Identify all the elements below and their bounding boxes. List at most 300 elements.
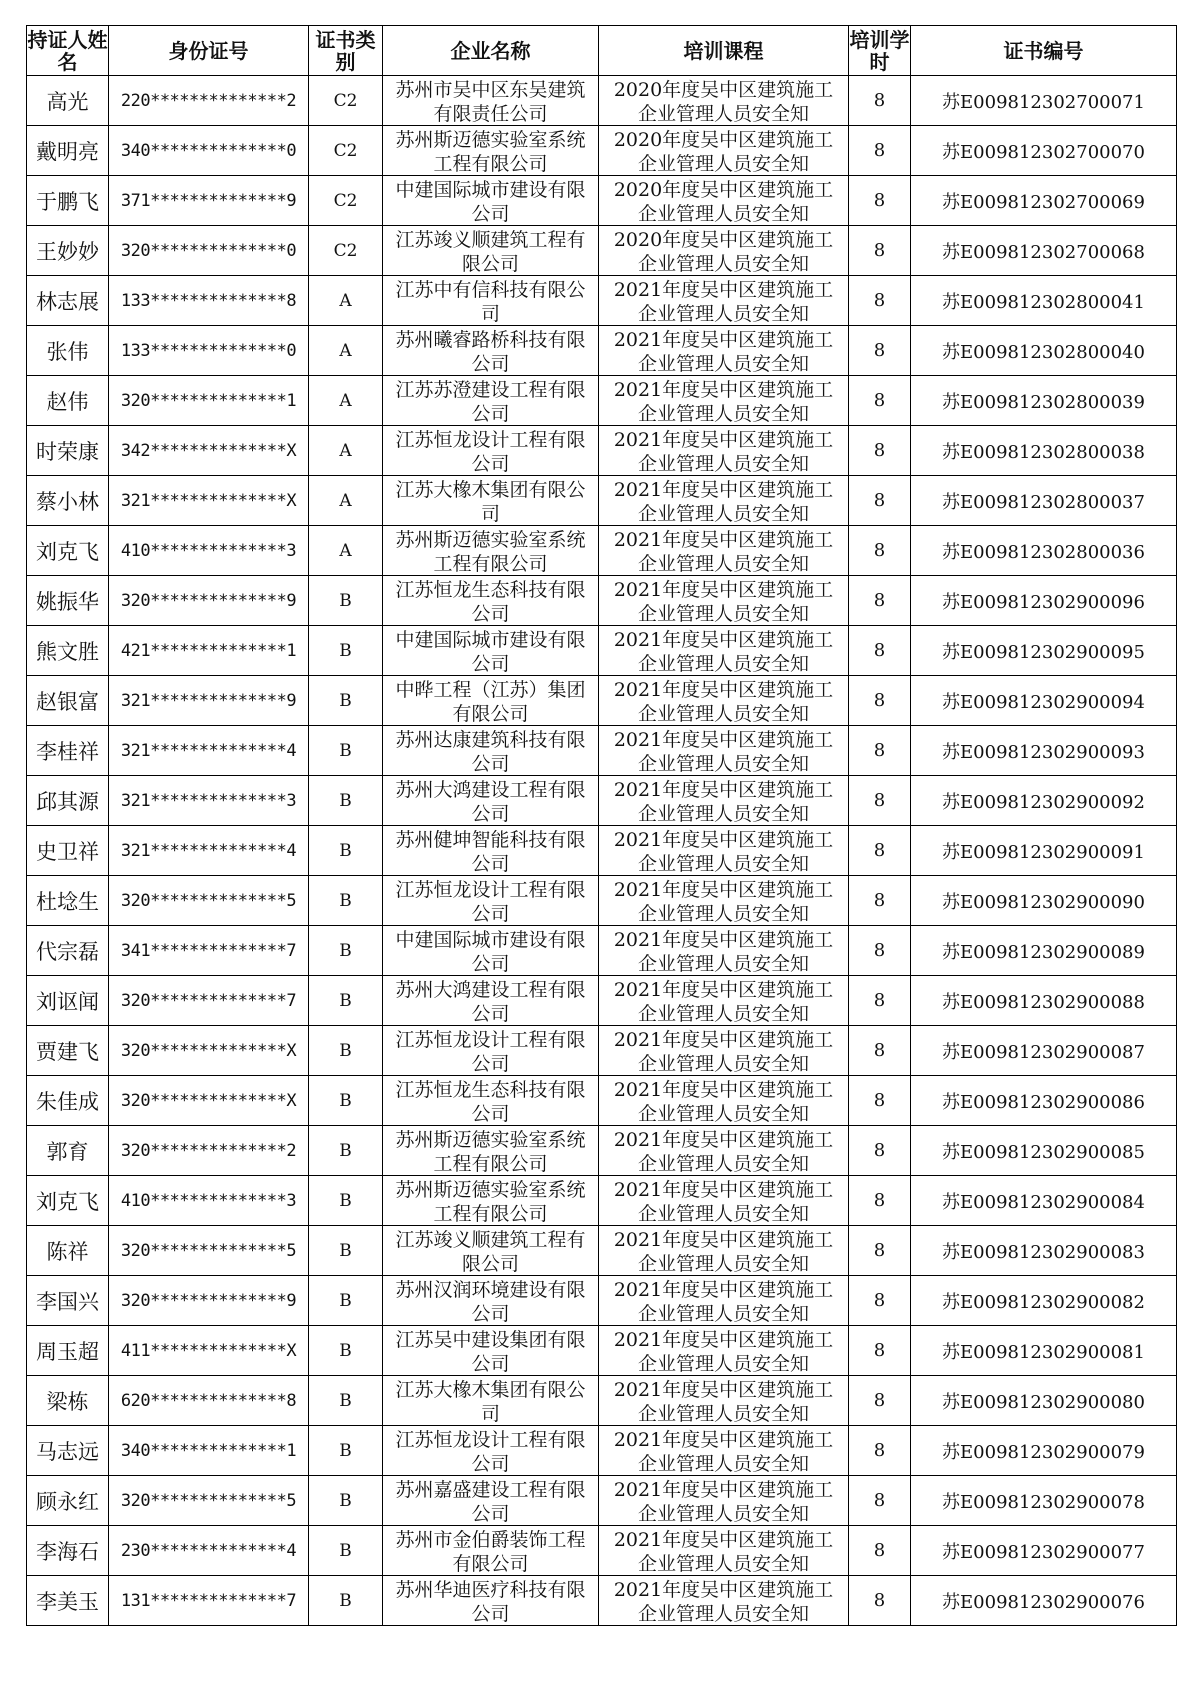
- cert-number-cell: 苏E009812302800036: [911, 526, 1177, 576]
- training-hours-cell: 8: [849, 1376, 911, 1426]
- cert-number-cell: 苏E009812302900091: [911, 826, 1177, 876]
- training-course-cell-text: 2021年度吴中区建筑施工企业管理人员安全知: [613, 778, 834, 824]
- company-name-cell-text: 苏州斯迈德实验室系统工程有限公司: [395, 128, 586, 174]
- certificate-table: [26, 25, 1177, 1626]
- cert-category-cell: B: [309, 676, 383, 726]
- company-name-cell-text: 江苏竣义顺建筑工程有限公司: [395, 1228, 586, 1274]
- company-name-cell-text: 江苏竣义顺建筑工程有限公司: [395, 228, 586, 274]
- training-hours-cell: 8: [849, 676, 911, 726]
- training-course-cell: [599, 776, 849, 826]
- training-course-cell-text: 2021年度吴中区建筑施工企业管理人员安全知: [613, 328, 834, 374]
- cert-category-cell: B: [309, 1226, 383, 1276]
- cert-number-cell: 苏E009812302900092: [911, 776, 1177, 826]
- table-body: [27, 76, 1177, 1626]
- training-course-cell: [599, 376, 849, 426]
- id-number-cell: 342**************X: [109, 426, 309, 476]
- training-course-cell: [599, 1126, 849, 1176]
- cert-category-cell: C2: [309, 126, 383, 176]
- training-course-cell-text: 2021年度吴中区建筑施工企业管理人员安全知: [613, 1078, 834, 1124]
- holder-name-cell: 姚振华: [27, 576, 109, 626]
- company-name-cell-text: 中建国际城市建设有限公司: [395, 178, 586, 224]
- cert-number-cell: 苏E009812302900079: [911, 1426, 1177, 1476]
- table-row: [27, 876, 1177, 926]
- holder-name-cell: 邱其源: [27, 776, 109, 826]
- id-number-cell: 421**************1: [109, 626, 309, 676]
- holder-name-cell: 李美玉: [27, 1576, 109, 1626]
- company-name-cell-text: 江苏大橡木集团有限公司: [395, 478, 586, 524]
- id-number-cell: 410**************3: [109, 1176, 309, 1226]
- holder-name-cell: 李国兴: [27, 1276, 109, 1326]
- company-name-cell-text: 苏州华迪医疗科技有限公司: [395, 1578, 586, 1624]
- company-name-cell: [383, 76, 599, 126]
- table-row: [27, 1176, 1177, 1226]
- cert-number-cell: 苏E009812302800039: [911, 376, 1177, 426]
- training-course-cell: [599, 1526, 849, 1576]
- training-course-cell-text: 2021年度吴中区建筑施工企业管理人员安全知: [613, 678, 834, 724]
- training-hours-cell: 8: [849, 1576, 911, 1626]
- holder-name-cell: 林志展: [27, 276, 109, 326]
- cert-category-cell: B: [309, 576, 383, 626]
- holder-name-cell: 陈祥: [27, 1226, 109, 1276]
- cert-category-cell: B: [309, 826, 383, 876]
- cert-category-cell: A: [309, 276, 383, 326]
- cert-number-cell: 苏E009812302900090: [911, 876, 1177, 926]
- company-name-cell: [383, 1326, 599, 1376]
- company-name-cell-text: 苏州市金伯爵装饰工程有限公司: [395, 1528, 586, 1574]
- table-row: [27, 76, 1177, 126]
- cert-number-cell: 苏E009812302900095: [911, 626, 1177, 676]
- company-name-cell-text: 苏州汉润环境建设有限公司: [395, 1278, 586, 1324]
- company-name-cell-text: 江苏苏澄建设工程有限公司: [395, 378, 586, 424]
- training-course-cell-text: 2021年度吴中区建筑施工企业管理人员安全知: [613, 1428, 834, 1474]
- training-hours-cell: 8: [849, 1326, 911, 1376]
- table-row: [27, 426, 1177, 476]
- training-course-cell: [599, 926, 849, 976]
- company-name-cell: [383, 876, 599, 926]
- cert-category-cell: B: [309, 726, 383, 776]
- table-row: [27, 976, 1177, 1026]
- id-number-cell: 320**************0: [109, 226, 309, 276]
- company-name-cell: [383, 226, 599, 276]
- training-course-cell-text: 2021年度吴中区建筑施工企业管理人员安全知: [613, 378, 834, 424]
- training-hours-cell: 8: [849, 626, 911, 676]
- table-row: [27, 1526, 1177, 1576]
- table-row: [27, 1126, 1177, 1176]
- training-course-cell: [599, 126, 849, 176]
- company-name-cell: [383, 426, 599, 476]
- company-name-cell: [383, 526, 599, 576]
- training-course-cell: [599, 176, 849, 226]
- company-name-cell: [383, 726, 599, 776]
- holder-name-cell: 刘讴闻: [27, 976, 109, 1026]
- company-name-cell-text: 中建国际城市建设有限公司: [395, 928, 586, 974]
- cert-number-cell: 苏E009812302900087: [911, 1026, 1177, 1076]
- holder-name-cell: 李桂祥: [27, 726, 109, 776]
- table-row: [27, 1226, 1177, 1276]
- company-name-cell-text: 江苏恒龙生态科技有限公司: [395, 1078, 586, 1124]
- company-name-cell-text: 苏州斯迈德实验室系统工程有限公司: [395, 1178, 586, 1224]
- training-hours-cell: 8: [849, 1426, 911, 1476]
- id-number-cell: 133**************8: [109, 276, 309, 326]
- company-name-cell: [383, 676, 599, 726]
- cert-category-cell: A: [309, 476, 383, 526]
- id-number-cell: 321**************3: [109, 776, 309, 826]
- cert-number-cell: 苏E009812302900084: [911, 1176, 1177, 1226]
- training-course-cell-text: 2021年度吴中区建筑施工企业管理人员安全知: [613, 1228, 834, 1274]
- training-course-cell-text: 2021年度吴中区建筑施工企业管理人员安全知: [613, 278, 834, 324]
- company-name-cell-text: 江苏恒龙生态科技有限公司: [395, 578, 586, 624]
- training-course-cell: [599, 326, 849, 376]
- holder-name-cell: 史卫祥: [27, 826, 109, 876]
- training-course-cell-text: 2021年度吴中区建筑施工企业管理人员安全知: [613, 1128, 834, 1174]
- cert-category-cell: B: [309, 1576, 383, 1626]
- training-hours-cell: 8: [849, 126, 911, 176]
- training-course-cell: [599, 1426, 849, 1476]
- training-hours-cell: 8: [849, 176, 911, 226]
- holder-name-cell: 顾永红: [27, 1476, 109, 1526]
- id-number-cell: 321**************X: [109, 476, 309, 526]
- cert-number-cell: 苏E009812302900077: [911, 1526, 1177, 1576]
- table-row: [27, 126, 1177, 176]
- training-course-cell: [599, 276, 849, 326]
- training-course-cell-text: 2021年度吴中区建筑施工企业管理人员安全知: [613, 1528, 834, 1574]
- id-number-cell: 620**************8: [109, 1376, 309, 1426]
- header-company-name: 企业名称: [383, 26, 599, 76]
- id-number-cell: 320**************5: [109, 1226, 309, 1276]
- holder-name-cell: 贾建飞: [27, 1026, 109, 1076]
- cert-category-cell: B: [309, 926, 383, 976]
- table-row: [27, 1326, 1177, 1376]
- holder-name-cell: 刘克飞: [27, 1176, 109, 1226]
- company-name-cell-text: 江苏中有信科技有限公司: [395, 278, 586, 324]
- training-course-cell-text: 2020年度吴中区建筑施工企业管理人员安全知: [613, 228, 834, 274]
- id-number-cell: 341**************7: [109, 926, 309, 976]
- id-number-cell: 320**************5: [109, 1476, 309, 1526]
- training-course-cell: [599, 76, 849, 126]
- company-name-cell: [383, 1426, 599, 1476]
- cert-number-cell: 苏E009812302900094: [911, 676, 1177, 726]
- holder-name-cell: 李海石: [27, 1526, 109, 1576]
- training-course-cell: [599, 426, 849, 476]
- table-row: [27, 1426, 1177, 1476]
- training-course-cell: [599, 626, 849, 676]
- company-name-cell-text: 江苏恒龙设计工程有限公司: [395, 1028, 586, 1074]
- company-name-cell: [383, 1026, 599, 1076]
- id-number-cell: 320**************5: [109, 876, 309, 926]
- id-number-cell: 131**************7: [109, 1576, 309, 1626]
- company-name-cell: [383, 1376, 599, 1426]
- cert-category-cell: B: [309, 976, 383, 1026]
- company-name-cell-text: 江苏恒龙设计工程有限公司: [395, 878, 586, 924]
- table-row: [27, 176, 1177, 226]
- table-row: [27, 776, 1177, 826]
- company-name-cell: [383, 1276, 599, 1326]
- training-hours-cell: 8: [849, 76, 911, 126]
- holder-name-cell: 赵银富: [27, 676, 109, 726]
- company-name-cell: [383, 476, 599, 526]
- id-number-cell: 340**************0: [109, 126, 309, 176]
- training-hours-cell: 8: [849, 976, 911, 1026]
- company-name-cell-text: 苏州达康建筑科技有限公司: [395, 728, 586, 774]
- training-course-cell: [599, 576, 849, 626]
- company-name-cell-text: 苏州大鸿建设工程有限公司: [395, 778, 586, 824]
- company-name-cell: [383, 176, 599, 226]
- company-name-cell: [383, 126, 599, 176]
- company-name-cell-text: 苏州大鸿建设工程有限公司: [395, 978, 586, 1024]
- cert-number-cell: 苏E009812302900093: [911, 726, 1177, 776]
- company-name-cell: [383, 1076, 599, 1126]
- id-number-cell: 220**************2: [109, 76, 309, 126]
- training-course-cell-text: 2021年度吴中区建筑施工企业管理人员安全知: [613, 578, 834, 624]
- training-course-cell: [599, 526, 849, 576]
- id-number-cell: 320**************1: [109, 376, 309, 426]
- training-course-cell-text: 2020年度吴中区建筑施工企业管理人员安全知: [613, 78, 834, 124]
- training-course-cell-text: 2021年度吴中区建筑施工企业管理人员安全知: [613, 478, 834, 524]
- training-course-cell-text: 2021年度吴中区建筑施工企业管理人员安全知: [613, 1028, 834, 1074]
- cert-category-cell: B: [309, 1076, 383, 1126]
- header-row: [27, 26, 1177, 76]
- cert-category-cell: B: [309, 1426, 383, 1476]
- training-hours-cell: 8: [849, 576, 911, 626]
- table-row: [27, 626, 1177, 676]
- holder-name-cell: 刘克飞: [27, 526, 109, 576]
- training-course-cell: [599, 1576, 849, 1626]
- cert-category-cell: B: [309, 1026, 383, 1076]
- header-training-course: 培训课程: [599, 26, 849, 76]
- id-number-cell: 371**************9: [109, 176, 309, 226]
- cert-number-cell: 苏E009812302800037: [911, 476, 1177, 526]
- id-number-cell: 133**************0: [109, 326, 309, 376]
- training-hours-cell: 8: [849, 326, 911, 376]
- cert-category-cell: B: [309, 1376, 383, 1426]
- cert-category-cell: C2: [309, 176, 383, 226]
- cert-category-cell: B: [309, 626, 383, 676]
- training-hours-cell: 8: [849, 1226, 911, 1276]
- training-course-cell-text: 2021年度吴中区建筑施工企业管理人员安全知: [613, 1178, 834, 1224]
- company-name-cell: [383, 376, 599, 426]
- table-row: [27, 1476, 1177, 1526]
- training-course-cell: [599, 726, 849, 776]
- company-name-cell: [383, 926, 599, 976]
- table-row: [27, 1076, 1177, 1126]
- company-name-cell-text: 中晔工程（江苏）集团有限公司: [395, 678, 586, 724]
- training-course-cell-text: 2021年度吴中区建筑施工企业管理人员安全知: [613, 1378, 834, 1424]
- training-hours-cell: 8: [849, 826, 911, 876]
- holder-name-cell: 代宗磊: [27, 926, 109, 976]
- company-name-cell-text: 苏州市吴中区东吴建筑有限责任公司: [395, 78, 586, 124]
- company-name-cell: [383, 1526, 599, 1576]
- holder-name-cell: 王妙妙: [27, 226, 109, 276]
- cert-category-cell: A: [309, 526, 383, 576]
- training-course-cell-text: 2021年度吴中区建筑施工企业管理人员安全知: [613, 878, 834, 924]
- training-hours-cell: 8: [849, 1126, 911, 1176]
- company-name-cell: [383, 326, 599, 376]
- training-course-cell: [599, 1276, 849, 1326]
- cert-category-cell: C2: [309, 76, 383, 126]
- table-row: [27, 276, 1177, 326]
- company-name-cell: [383, 976, 599, 1026]
- training-course-cell: [599, 1226, 849, 1276]
- table-row: [27, 476, 1177, 526]
- id-number-cell: 230**************4: [109, 1526, 309, 1576]
- training-course-cell-text: 2021年度吴中区建筑施工企业管理人员安全知: [613, 628, 834, 674]
- table-row: [27, 826, 1177, 876]
- holder-name-cell: 张伟: [27, 326, 109, 376]
- cert-category-cell: B: [309, 1476, 383, 1526]
- cert-number-cell: 苏E009812302700069: [911, 176, 1177, 226]
- training-course-cell: [599, 1076, 849, 1126]
- holder-name-cell: 梁栋: [27, 1376, 109, 1426]
- training-course-cell: [599, 976, 849, 1026]
- company-name-cell-text: 江苏恒龙设计工程有限公司: [395, 1428, 586, 1474]
- id-number-cell: 321**************9: [109, 676, 309, 726]
- training-course-cell: [599, 1476, 849, 1526]
- training-hours-cell: 8: [849, 376, 911, 426]
- training-course-cell-text: 2020年度吴中区建筑施工企业管理人员安全知: [613, 178, 834, 224]
- holder-name-cell: 蔡小林: [27, 476, 109, 526]
- holder-name-cell: 朱佳成: [27, 1076, 109, 1126]
- cert-number-cell: 苏E009812302900082: [911, 1276, 1177, 1326]
- training-course-cell-text: 2021年度吴中区建筑施工企业管理人员安全知: [613, 828, 834, 874]
- company-name-cell: [383, 1226, 599, 1276]
- company-name-cell: [383, 1476, 599, 1526]
- company-name-cell: [383, 576, 599, 626]
- cert-number-cell: 苏E009812302900078: [911, 1476, 1177, 1526]
- training-course-cell-text: 2021年度吴中区建筑施工企业管理人员安全知: [613, 428, 834, 474]
- training-course-cell-text: 2020年度吴中区建筑施工企业管理人员安全知: [613, 128, 834, 174]
- cert-category-cell: A: [309, 426, 383, 476]
- cert-number-cell: 苏E009812302700071: [911, 76, 1177, 126]
- training-course-cell: [599, 826, 849, 876]
- holder-name-cell: 杜埝生: [27, 876, 109, 926]
- training-course-cell: [599, 676, 849, 726]
- training-hours-cell: 8: [849, 1476, 911, 1526]
- company-name-cell: [383, 626, 599, 676]
- certificate-list-sheet: [26, 25, 1177, 1626]
- id-number-cell: 320**************2: [109, 1126, 309, 1176]
- cert-number-cell: 苏E009812302800040: [911, 326, 1177, 376]
- table-row: [27, 326, 1177, 376]
- id-number-cell: 321**************4: [109, 826, 309, 876]
- id-number-cell: 321**************4: [109, 726, 309, 776]
- training-course-cell: [599, 1176, 849, 1226]
- cert-category-cell: B: [309, 1126, 383, 1176]
- holder-name-cell: 郭育: [27, 1126, 109, 1176]
- cert-number-cell: 苏E009812302900081: [911, 1326, 1177, 1376]
- id-number-cell: 411**************X: [109, 1326, 309, 1376]
- cert-number-cell: 苏E009812302800041: [911, 276, 1177, 326]
- table-row: [27, 376, 1177, 426]
- holder-name-cell: 戴明亮: [27, 126, 109, 176]
- training-hours-cell: 8: [849, 526, 911, 576]
- training-hours-cell: 8: [849, 226, 911, 276]
- company-name-cell: [383, 826, 599, 876]
- id-number-cell: 320**************X: [109, 1076, 309, 1126]
- holder-name-cell: 于鹏飞: [27, 176, 109, 226]
- holder-name-cell: 马志远: [27, 1426, 109, 1476]
- cert-category-cell: B: [309, 1176, 383, 1226]
- cert-number-cell: 苏E009812302900086: [911, 1076, 1177, 1126]
- training-course-cell: [599, 226, 849, 276]
- table-row: [27, 1026, 1177, 1076]
- cert-category-cell: B: [309, 876, 383, 926]
- cert-category-cell: C2: [309, 226, 383, 276]
- training-hours-cell: 8: [849, 1526, 911, 1576]
- training-hours-cell: 8: [849, 776, 911, 826]
- company-name-cell-text: 苏州嘉盛建设工程有限公司: [395, 1478, 586, 1524]
- id-number-cell: 410**************3: [109, 526, 309, 576]
- cert-number-cell: 苏E009812302900096: [911, 576, 1177, 626]
- table-row: [27, 1276, 1177, 1326]
- table-row: [27, 576, 1177, 626]
- table-row: [27, 1576, 1177, 1626]
- table-row: [27, 226, 1177, 276]
- cert-category-cell: A: [309, 376, 383, 426]
- company-name-cell-text: 江苏大橡木集团有限公司: [395, 1378, 586, 1424]
- training-hours-cell: 8: [849, 926, 911, 976]
- cert-category-cell: A: [309, 326, 383, 376]
- training-course-cell: [599, 476, 849, 526]
- id-number-cell: 320**************9: [109, 576, 309, 626]
- company-name-cell: [383, 276, 599, 326]
- cert-number-cell: 苏E009812302900085: [911, 1126, 1177, 1176]
- company-name-cell-text: 苏州斯迈德实验室系统工程有限公司: [395, 1128, 586, 1174]
- training-course-cell-text: 2021年度吴中区建筑施工企业管理人员安全知: [613, 1278, 834, 1324]
- training-course-cell: [599, 1326, 849, 1376]
- id-number-cell: 340**************1: [109, 1426, 309, 1476]
- holder-name-cell: 熊文胜: [27, 626, 109, 676]
- holder-name-cell: 周玉超: [27, 1326, 109, 1376]
- cert-number-cell: 苏E009812302900076: [911, 1576, 1177, 1626]
- training-hours-cell: 8: [849, 876, 911, 926]
- training-course-cell-text: 2021年度吴中区建筑施工企业管理人员安全知: [613, 528, 834, 574]
- company-name-cell: [383, 1126, 599, 1176]
- training-hours-cell: 8: [849, 476, 911, 526]
- training-course-cell-text: 2021年度吴中区建筑施工企业管理人员安全知: [613, 928, 834, 974]
- cert-number-cell: 苏E009812302900088: [911, 976, 1177, 1026]
- training-course-cell-text: 2021年度吴中区建筑施工企业管理人员安全知: [613, 1478, 834, 1524]
- company-name-cell: [383, 1576, 599, 1626]
- training-course-cell-text: 2021年度吴中区建筑施工企业管理人员安全知: [613, 978, 834, 1024]
- holder-name-cell: 时荣康: [27, 426, 109, 476]
- training-hours-cell: 8: [849, 1276, 911, 1326]
- training-course-cell: [599, 1376, 849, 1426]
- cert-number-cell: 苏E009812302800038: [911, 426, 1177, 476]
- header-id-number: 身份证号: [109, 26, 309, 76]
- table-row: [27, 926, 1177, 976]
- training-hours-cell: 8: [849, 426, 911, 476]
- cert-category-cell: B: [309, 1526, 383, 1576]
- company-name-cell: [383, 1176, 599, 1226]
- cert-category-cell: B: [309, 776, 383, 826]
- training-hours-cell: 8: [849, 726, 911, 776]
- training-course-cell-text: 2021年度吴中区建筑施工企业管理人员安全知: [613, 1578, 834, 1624]
- cert-number-cell: 苏E009812302700070: [911, 126, 1177, 176]
- cert-category-cell: B: [309, 1326, 383, 1376]
- training-hours-cell: 8: [849, 1176, 911, 1226]
- company-name-cell-text: 江苏吴中建设集团有限公司: [395, 1328, 586, 1374]
- training-hours-cell: 8: [849, 1076, 911, 1126]
- cert-number-cell: 苏E009812302700068: [911, 226, 1177, 276]
- header-training-hours: 培训学时: [849, 27, 910, 74]
- table-row: [27, 526, 1177, 576]
- training-course-cell: [599, 1026, 849, 1076]
- id-number-cell: 320**************9: [109, 1276, 309, 1326]
- company-name-cell-text: 中建国际城市建设有限公司: [395, 628, 586, 674]
- table-header: [27, 26, 1177, 76]
- header-cert-category: 证书类别: [309, 26, 383, 76]
- company-name-cell-text: 苏州曦睿路桥科技有限公司: [395, 328, 586, 374]
